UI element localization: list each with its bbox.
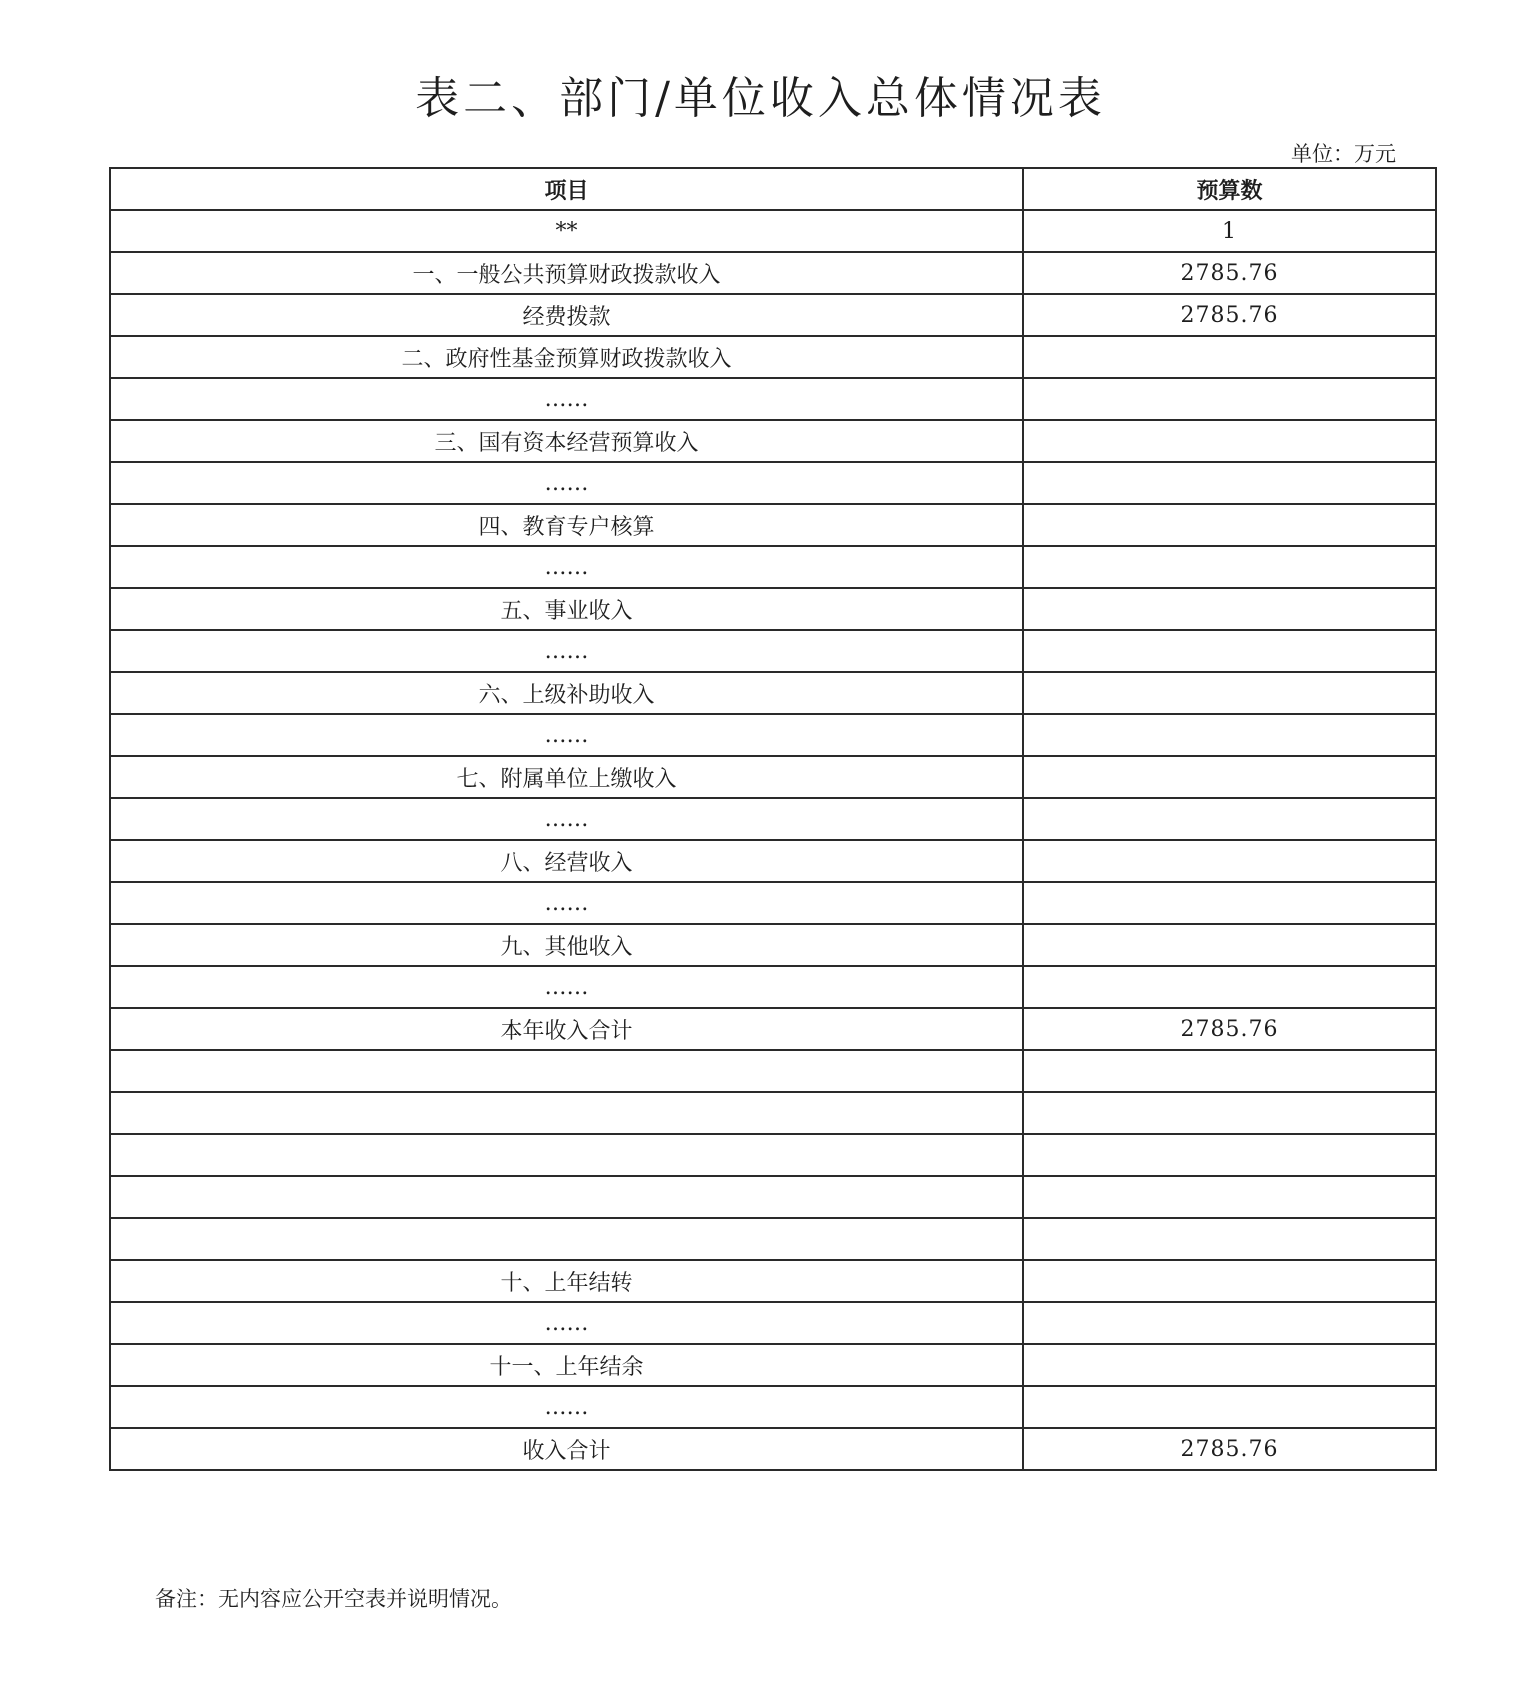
table-row <box>110 462 1436 504</box>
row-item: …… <box>110 882 1023 924</box>
row-item <box>110 1092 1023 1134</box>
row-item: …… <box>110 462 1023 504</box>
row-item: 七、附属单位上缴收入 <box>110 756 1023 798</box>
row-item: …… <box>110 546 1023 588</box>
row-value <box>1023 1302 1436 1344</box>
table-row <box>110 1176 1436 1218</box>
row-item <box>110 1218 1023 1260</box>
table-row <box>110 1260 1436 1302</box>
row-item: 二、政府性基金预算财政拨款收入 <box>110 336 1023 378</box>
header-item: 项目 <box>110 168 1023 210</box>
table-row <box>110 252 1436 294</box>
row-item: 十、上年结转 <box>110 1260 1023 1302</box>
row-item: …… <box>110 630 1023 672</box>
row-value <box>1023 1386 1436 1428</box>
table-row <box>110 882 1436 924</box>
row-value: 2785.76 <box>1023 252 1436 294</box>
row-value <box>1023 1218 1436 1260</box>
table-row <box>110 1134 1436 1176</box>
row-item <box>110 1176 1023 1218</box>
table-row <box>110 672 1436 714</box>
table-row <box>110 756 1436 798</box>
table-row <box>110 840 1436 882</box>
row-item: …… <box>110 1386 1023 1428</box>
row-item: 五、事业收入 <box>110 588 1023 630</box>
table-row <box>110 504 1436 546</box>
row-value <box>1023 1050 1436 1092</box>
table-row <box>110 1428 1436 1470</box>
row-item: …… <box>110 378 1023 420</box>
table-row <box>110 1302 1436 1344</box>
row-value <box>1023 336 1436 378</box>
row-value <box>1023 882 1436 924</box>
table-row <box>110 588 1436 630</box>
table-row <box>110 1344 1436 1386</box>
row-item <box>110 1050 1023 1092</box>
row-item: 三、国有资本经营预算收入 <box>110 420 1023 462</box>
row-item: 收入合计 <box>110 1428 1023 1470</box>
table-row <box>110 714 1436 756</box>
row-value <box>1023 840 1436 882</box>
row-value <box>1023 462 1436 504</box>
table-row <box>110 1050 1436 1092</box>
table-row <box>110 210 1436 252</box>
footnote: 备注：无内容应公开空表并说明情况。 <box>155 1587 512 1611</box>
row-item: 一、一般公共预算财政拨款收入 <box>110 252 1023 294</box>
row-item: 九、其他收入 <box>110 924 1023 966</box>
row-value <box>1023 504 1436 546</box>
table-header-row <box>110 168 1436 210</box>
row-value <box>1023 1092 1436 1134</box>
row-value <box>1023 378 1436 420</box>
row-value: 1 <box>1023 210 1436 252</box>
table-row <box>110 1218 1436 1260</box>
row-value <box>1023 630 1436 672</box>
row-item: …… <box>110 714 1023 756</box>
row-item: 本年收入合计 <box>110 1008 1023 1050</box>
income-table <box>109 167 1437 1471</box>
table-row <box>110 630 1436 672</box>
row-value <box>1023 966 1436 1008</box>
row-value <box>1023 672 1436 714</box>
unit-label: 单位：万元 <box>1291 142 1396 166</box>
row-item: 八、经营收入 <box>110 840 1023 882</box>
row-item <box>110 1134 1023 1176</box>
table-row <box>110 1008 1436 1050</box>
table-row <box>110 924 1436 966</box>
row-value <box>1023 1134 1436 1176</box>
table-row <box>110 336 1436 378</box>
row-value <box>1023 588 1436 630</box>
table-row <box>110 798 1436 840</box>
row-value: 2785.76 <box>1023 1008 1436 1050</box>
row-value <box>1023 546 1436 588</box>
row-value <box>1023 420 1436 462</box>
row-item: ** <box>110 210 1023 252</box>
table-row <box>110 1092 1436 1134</box>
row-value <box>1023 1260 1436 1302</box>
row-value <box>1023 714 1436 756</box>
table-row <box>110 1386 1436 1428</box>
table-row <box>110 546 1436 588</box>
table-row <box>110 966 1436 1008</box>
table-row <box>110 294 1436 336</box>
row-item: 四、教育专户核算 <box>110 504 1023 546</box>
row-value <box>1023 1344 1436 1386</box>
row-value <box>1023 798 1436 840</box>
row-item: …… <box>110 966 1023 1008</box>
row-value <box>1023 756 1436 798</box>
row-item: 经费拨款 <box>110 294 1023 336</box>
row-item: …… <box>110 798 1023 840</box>
row-item: …… <box>110 1302 1023 1344</box>
row-value <box>1023 1176 1436 1218</box>
row-item: 十一、上年结余 <box>110 1344 1023 1386</box>
table-row <box>110 378 1436 420</box>
header-value: 预算数 <box>1023 168 1436 210</box>
row-value: 2785.76 <box>1023 294 1436 336</box>
table-row <box>110 420 1436 462</box>
row-item: 六、上级补助收入 <box>110 672 1023 714</box>
row-value <box>1023 924 1436 966</box>
page-title: 表二、部门/单位收入总体情况表 <box>415 73 1106 124</box>
row-value: 2785.76 <box>1023 1428 1436 1470</box>
